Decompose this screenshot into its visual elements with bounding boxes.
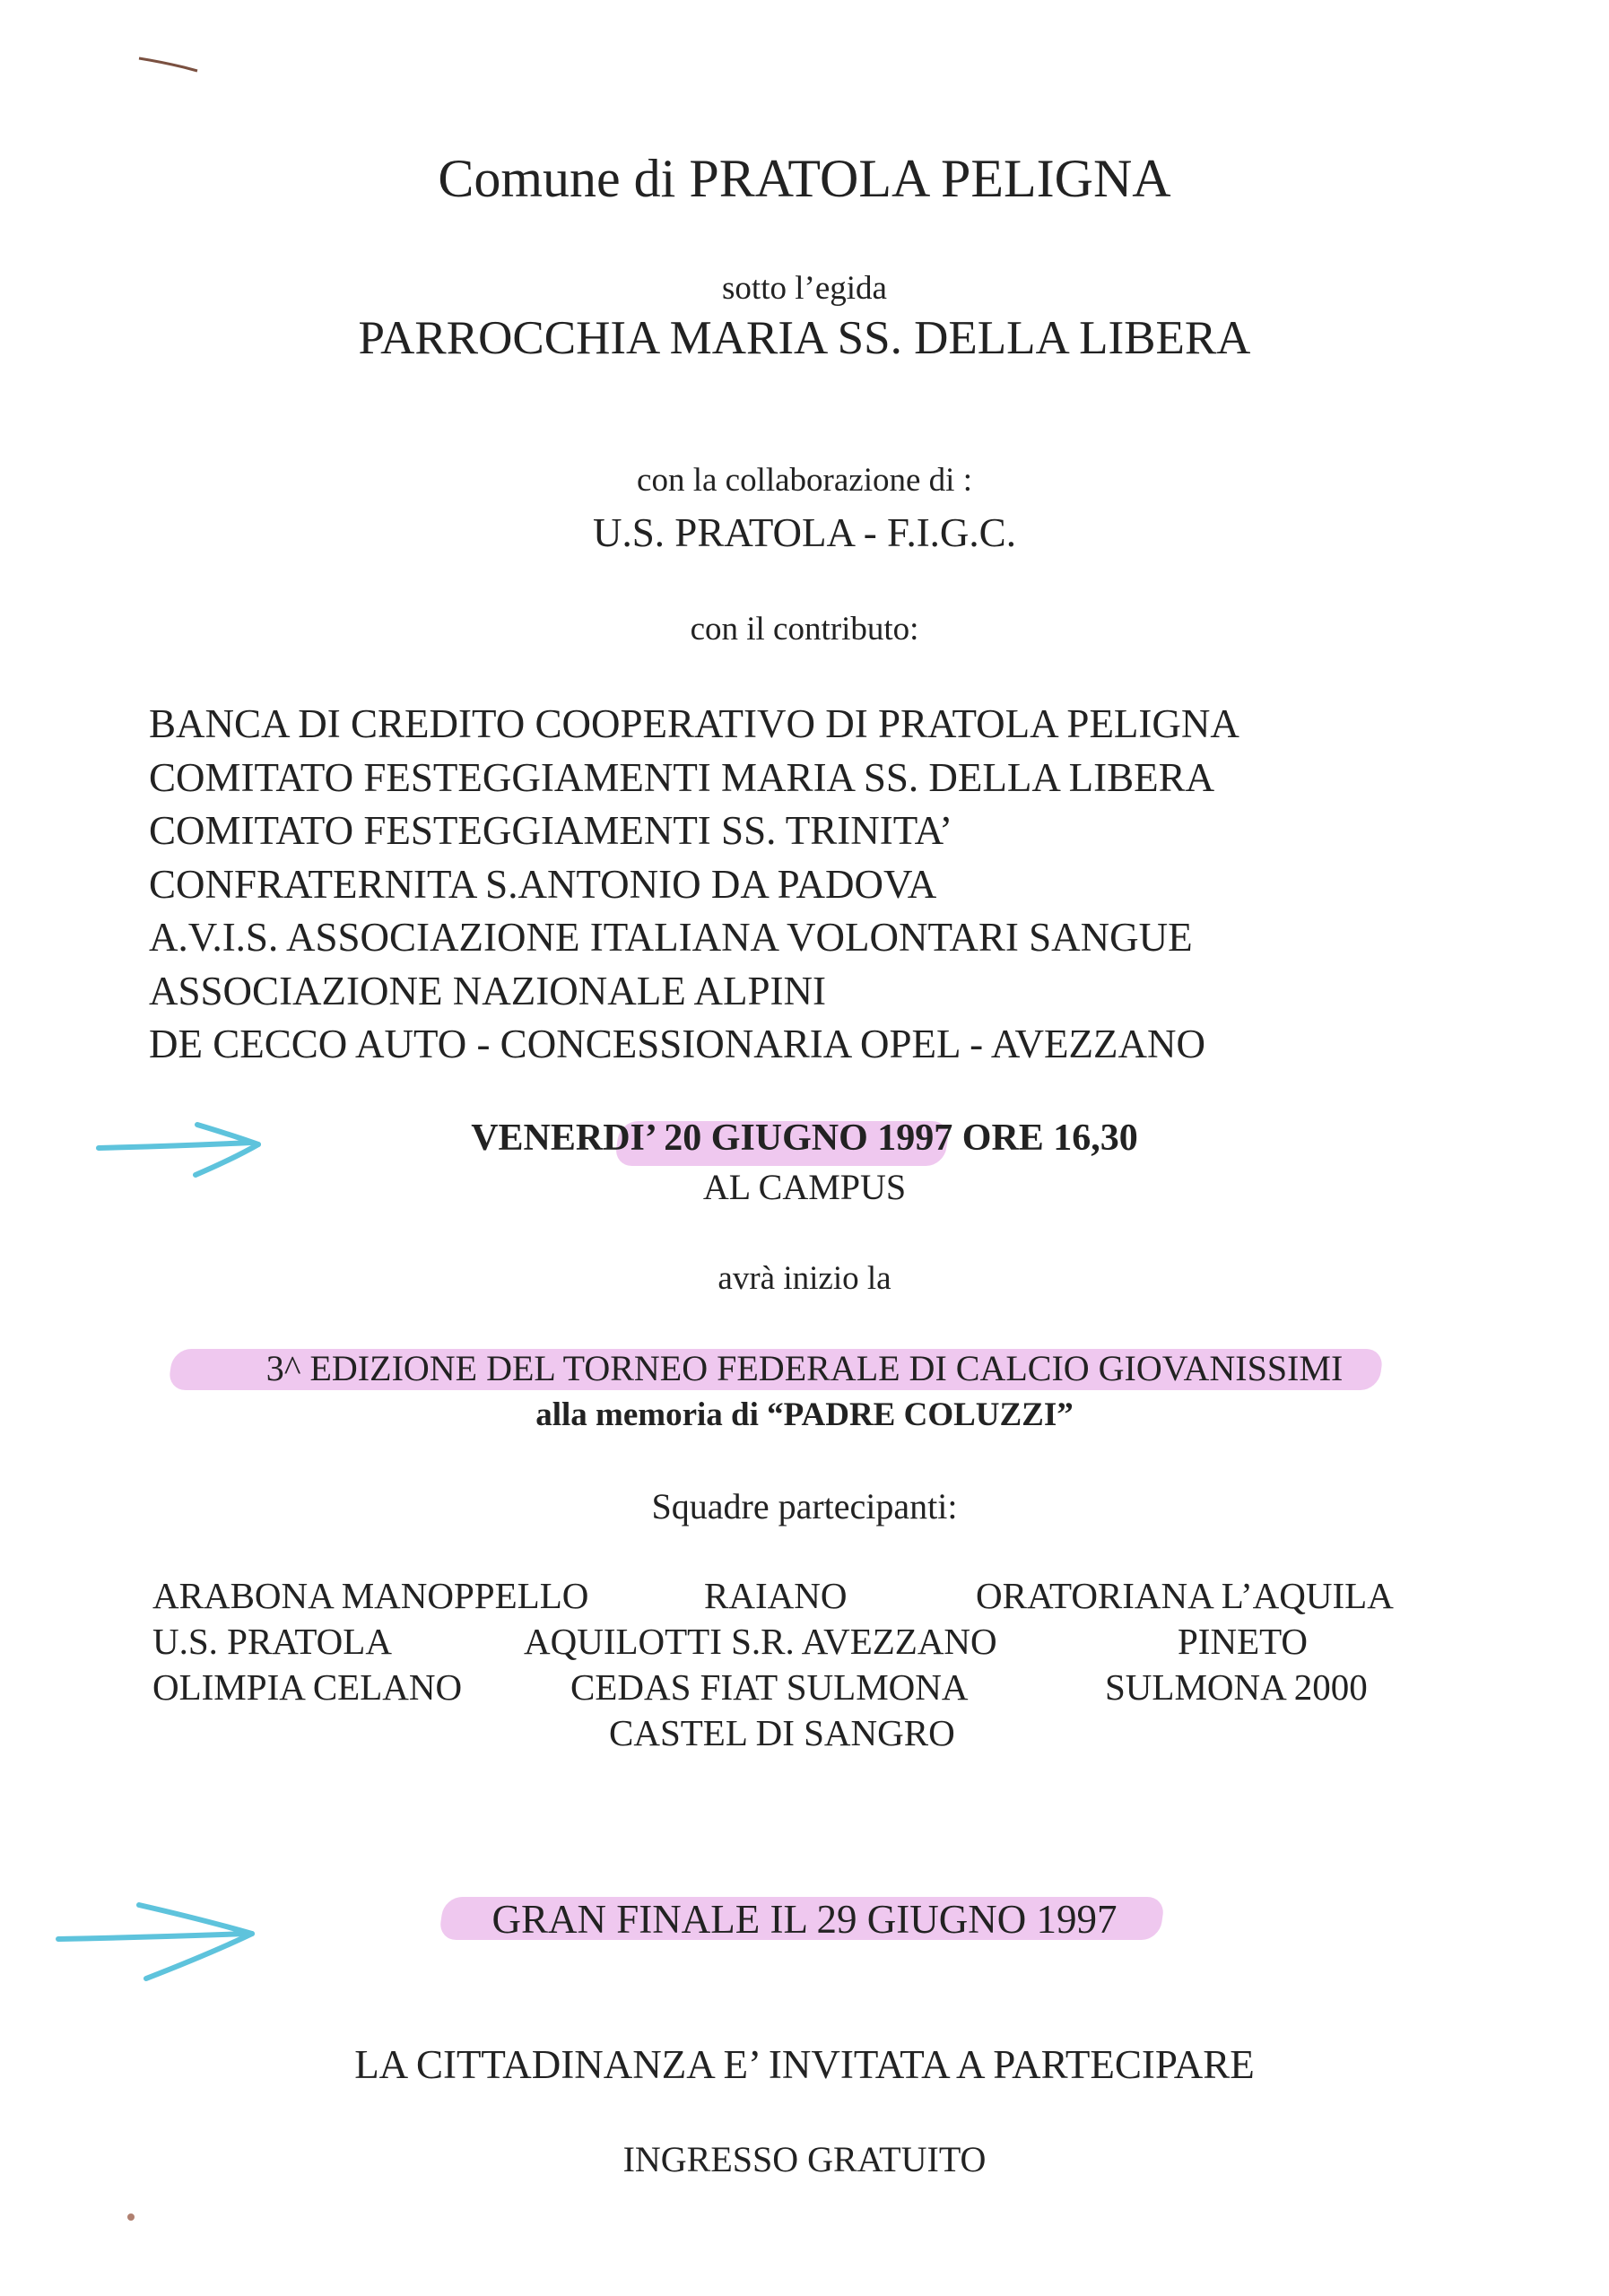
team-name: ORATORIANA L’AQUILA	[976, 1575, 1394, 1616]
sponsor-item: COMITATO FESTEGGIAMENTI SS. TRINITA’	[149, 808, 953, 853]
collab-name: U.S. PRATOLA - F.I.G.C.	[593, 510, 1016, 555]
team-row	[152, 1574, 1426, 1621]
free-entry: INGRESSO GRATUITO	[622, 2139, 987, 2179]
team-row	[152, 1665, 1426, 1712]
teams-label: Squadre partecipanti:	[651, 1486, 958, 1526]
sponsor-list	[149, 698, 1239, 1072]
event-date: VENERDI’ 20 GIUGNO 1997 ORE 16,30	[471, 1118, 1138, 1159]
stray-mark	[135, 49, 206, 76]
stray-dot	[124, 2208, 142, 2226]
event-start: avrà inizio la	[718, 1260, 891, 1297]
team-row	[152, 1711, 1426, 1758]
team-name: ARABONA MANOPPELLO	[152, 1575, 589, 1616]
team-row	[152, 1620, 1426, 1666]
tournament-edition: 3^ EDIZIONE DEL TORNEO FEDERALE DI CALCIO GIOVANISSIMI	[265, 1348, 1344, 1388]
sponsor-item: COMITATO FESTEGGIAMENTI MARIA SS. DELLA LIBERA	[149, 754, 1215, 800]
collab-label: con la collaborazione di :	[637, 462, 972, 499]
egida-label: sotto l’egida	[722, 270, 887, 307]
event-place: AL CAMPUS	[702, 1167, 907, 1207]
team-name: PINETO	[1178, 1621, 1309, 1662]
sponsor-item: A.V.I.S. ASSOCIAZIONE ITALIANA VOLONTARI SANGUE	[149, 915, 1193, 960]
parrocchia-title: PARROCCHIA MARIA SS. DELLA LIBERA	[358, 312, 1251, 364]
team-name: OLIMPIA CELANO	[152, 1666, 463, 1708]
sponsor-item: DE CECCO AUTO - CONCESSIONARIA OPEL - AVEZZANO	[149, 1022, 1205, 1066]
invitation-line: LA CITTADINANZA E’ INVITATA A PARTECIPARE	[354, 2042, 1255, 2087]
team-name: CASTEL DI SANGRO	[609, 1712, 955, 1753]
sponsor-item: BANCA DI CREDITO COOPERATIVO DI PRATOLA PELIGNA	[149, 701, 1239, 746]
memoria-line: alla memoria di “PADRE COLUZZI”	[535, 1396, 1074, 1433]
team-name: U.S. PRATOLA	[152, 1621, 392, 1662]
team-name: CEDAS FIAT SULMONA	[570, 1666, 969, 1708]
team-name: RAIANO	[704, 1575, 848, 1616]
sponsor-item: CONFRATERNITA S.ANTONIO DA PADOVA	[149, 861, 937, 907]
gran-finale: GRAN FINALE IL 29 GIUGNO 1997	[491, 1897, 1118, 1942]
comune-title: Comune di PRATOLA PELIGNA	[438, 149, 1171, 208]
team-name: SULMONA 2000	[1105, 1666, 1368, 1708]
sponsor-item: ASSOCIAZIONE NAZIONALE ALPINI	[149, 968, 826, 1013]
team-name: AQUILOTTI S.R. AVEZZANO	[524, 1621, 997, 1662]
contrib-label: con il contributo:	[690, 611, 919, 648]
